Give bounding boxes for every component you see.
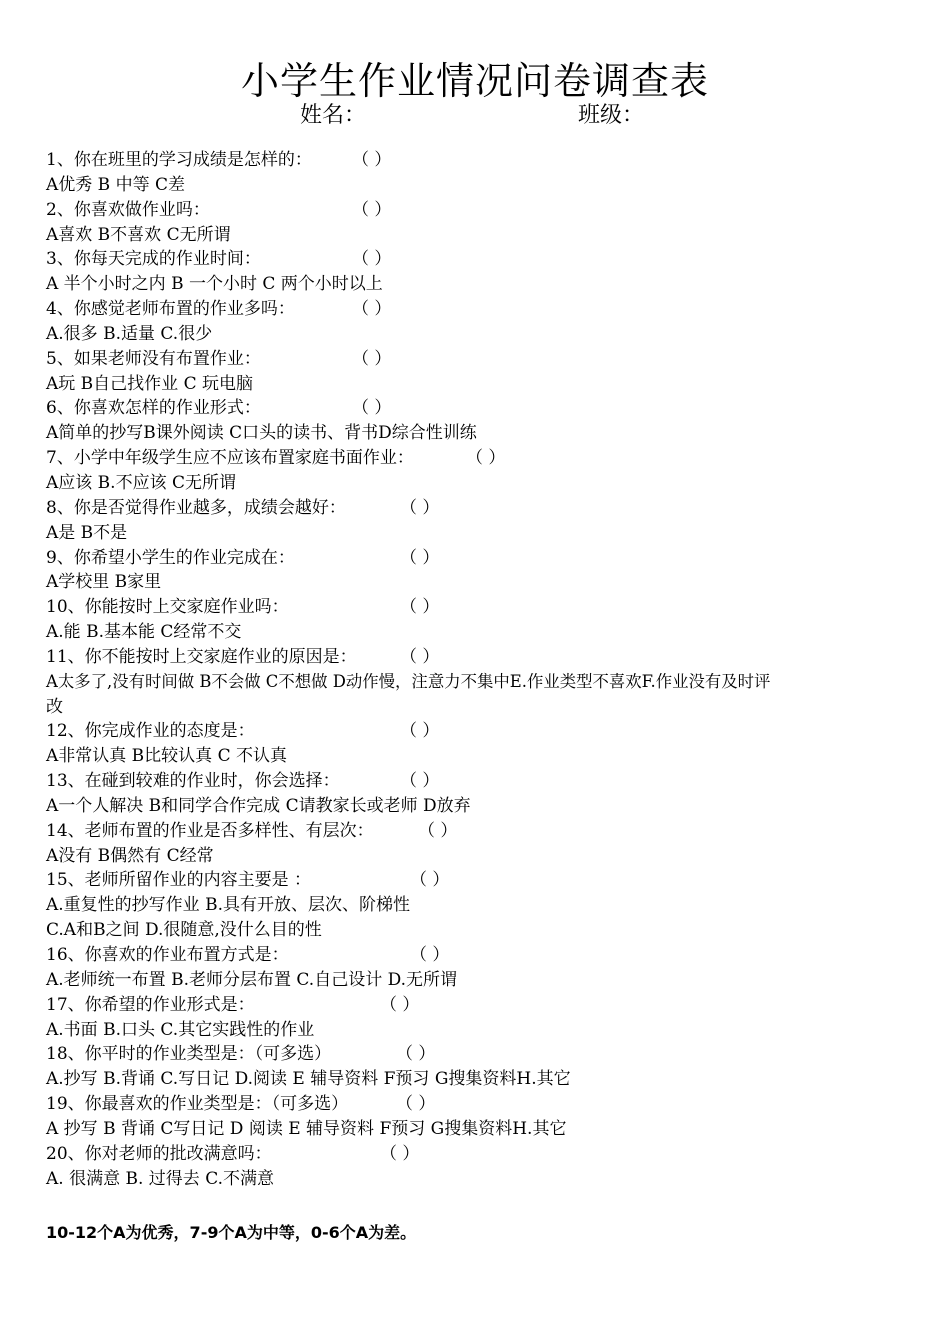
options-line: A.抄写 B.背诵 C.写日记 D.阅读 E 辅导资料 F预习 G搜集资料H.其它 (46, 1069, 571, 1090)
question-line: 2、你喜欢做作业吗： （ ） (46, 199, 392, 220)
options-line: A 半个小时之内 B 一个小时 C 两个小时以上 (46, 274, 383, 295)
page-title: 小学生作业情况问卷调查表 (240, 59, 709, 103)
options-line: A. 很满意 B. 过得去 C.不满意 (46, 1168, 274, 1189)
question-line: 7、小学中年级学生应不应该布置家庭书面作业： （ ） (46, 448, 506, 469)
question-line: 1、你在班里的学习成绩是怎样的： （ ） (46, 150, 392, 170)
options-line: A是 B不是 (46, 522, 128, 543)
question-line: 5、如果老师没有布置作业： （ ） (46, 348, 392, 369)
question-line: 12、你完成作业的态度是： （ ） (46, 721, 440, 742)
question-line: 9、你希望小学生的作业完成在： （ ） (46, 547, 440, 568)
options-line: A.重复性的抄写作业 B.具有开放、层次、阶梯性 (46, 895, 410, 916)
question-line: 20、你对老师的批改满意吗： （ ） (46, 1143, 420, 1164)
question-line: 10、你能按时上交家庭作业吗： （ ） (46, 597, 440, 618)
options-line: A玩 B自己找作业 C 玩电脑 (46, 373, 253, 394)
name-label: 姓名： (300, 103, 367, 128)
question-line: 4、你感觉老师布置的作业多吗： （ ） (46, 299, 392, 320)
options-line: A学校里 B家里 (46, 572, 162, 593)
questionnaire-body (46, 148, 916, 1191)
question-line: 14、老师布置的作业是否多样性、有层次： （ ） (46, 820, 458, 841)
options-line: A喜欢 B不喜欢 C无所谓 (46, 224, 231, 245)
scoring-note: 10-12个A为优秀，7-9个A为中等，0-6个A为差。 (46, 1223, 417, 1242)
question-line: 15、老师所留作业的内容主要是 ： （ ） (46, 870, 450, 891)
options-line: A.很多 B.适量 C.很少 (46, 323, 213, 344)
question-line: 6、你喜欢怎样的作业形式： （ ） (46, 398, 392, 419)
options-line: A.书面 B.口头 C.其它实践性的作业 (46, 1019, 315, 1040)
options-line: C.A和B之间 D.很随意,没什么目的性 (46, 920, 322, 941)
options-line: A太多了,没有时间做 B不会做 C不想做 D动作慢，注意力不集中E.作业类型不喜欢F.作业没有及时评 (46, 671, 771, 691)
question-line: 11、你不能按时上交家庭作业的原因是： （ ） (46, 646, 440, 667)
options-line: 改 (46, 696, 63, 717)
options-line: A应该 B.不应该 C无所谓 (46, 472, 236, 493)
question-line: 8、你是否觉得作业越多，成绩会越好： （ ） (46, 497, 440, 518)
options-line: A没有 B偶然有 C经常 (46, 845, 214, 866)
question-line: 19、你最喜欢的作业类型是：（可多选） （ ） (46, 1094, 436, 1115)
question-line: 3、你每天完成的作业时间： （ ） (46, 249, 392, 270)
options-line: A非常认真 B比较认真 C 不认真 (46, 746, 287, 767)
question-line: 16、你喜欢的作业布置方式是： （ ） (46, 945, 450, 965)
options-line: A简单的抄写B课外阅读 C口头的读书、背书D综合性训练 (46, 423, 477, 444)
options-line: A.老师统一布置 B.老师分层布置 C.自己设计 D.无所谓 (46, 969, 458, 990)
options-line: A一个人解决 B和同学合作完成 C请教家长或老师 D放弃 (46, 795, 471, 816)
question-line: 18、你平时的作业类型是：（可多选） （ ） (46, 1044, 436, 1065)
question-line: 17、你希望的作业形式是： （ ） (46, 994, 420, 1015)
class-label: 班级： (578, 103, 645, 128)
options-line: A优秀 B 中等 C差 (46, 174, 185, 195)
options-line: A.能 B.基本能 C经常不交 (46, 622, 242, 643)
options-line: A 抄写 B 背诵 C写日记 D 阅读 E 辅导资料 F预习 G搜集资料H.其它 (46, 1118, 567, 1139)
question-line: 13、在碰到较难的作业时，你会选择： （ ） (46, 771, 440, 792)
